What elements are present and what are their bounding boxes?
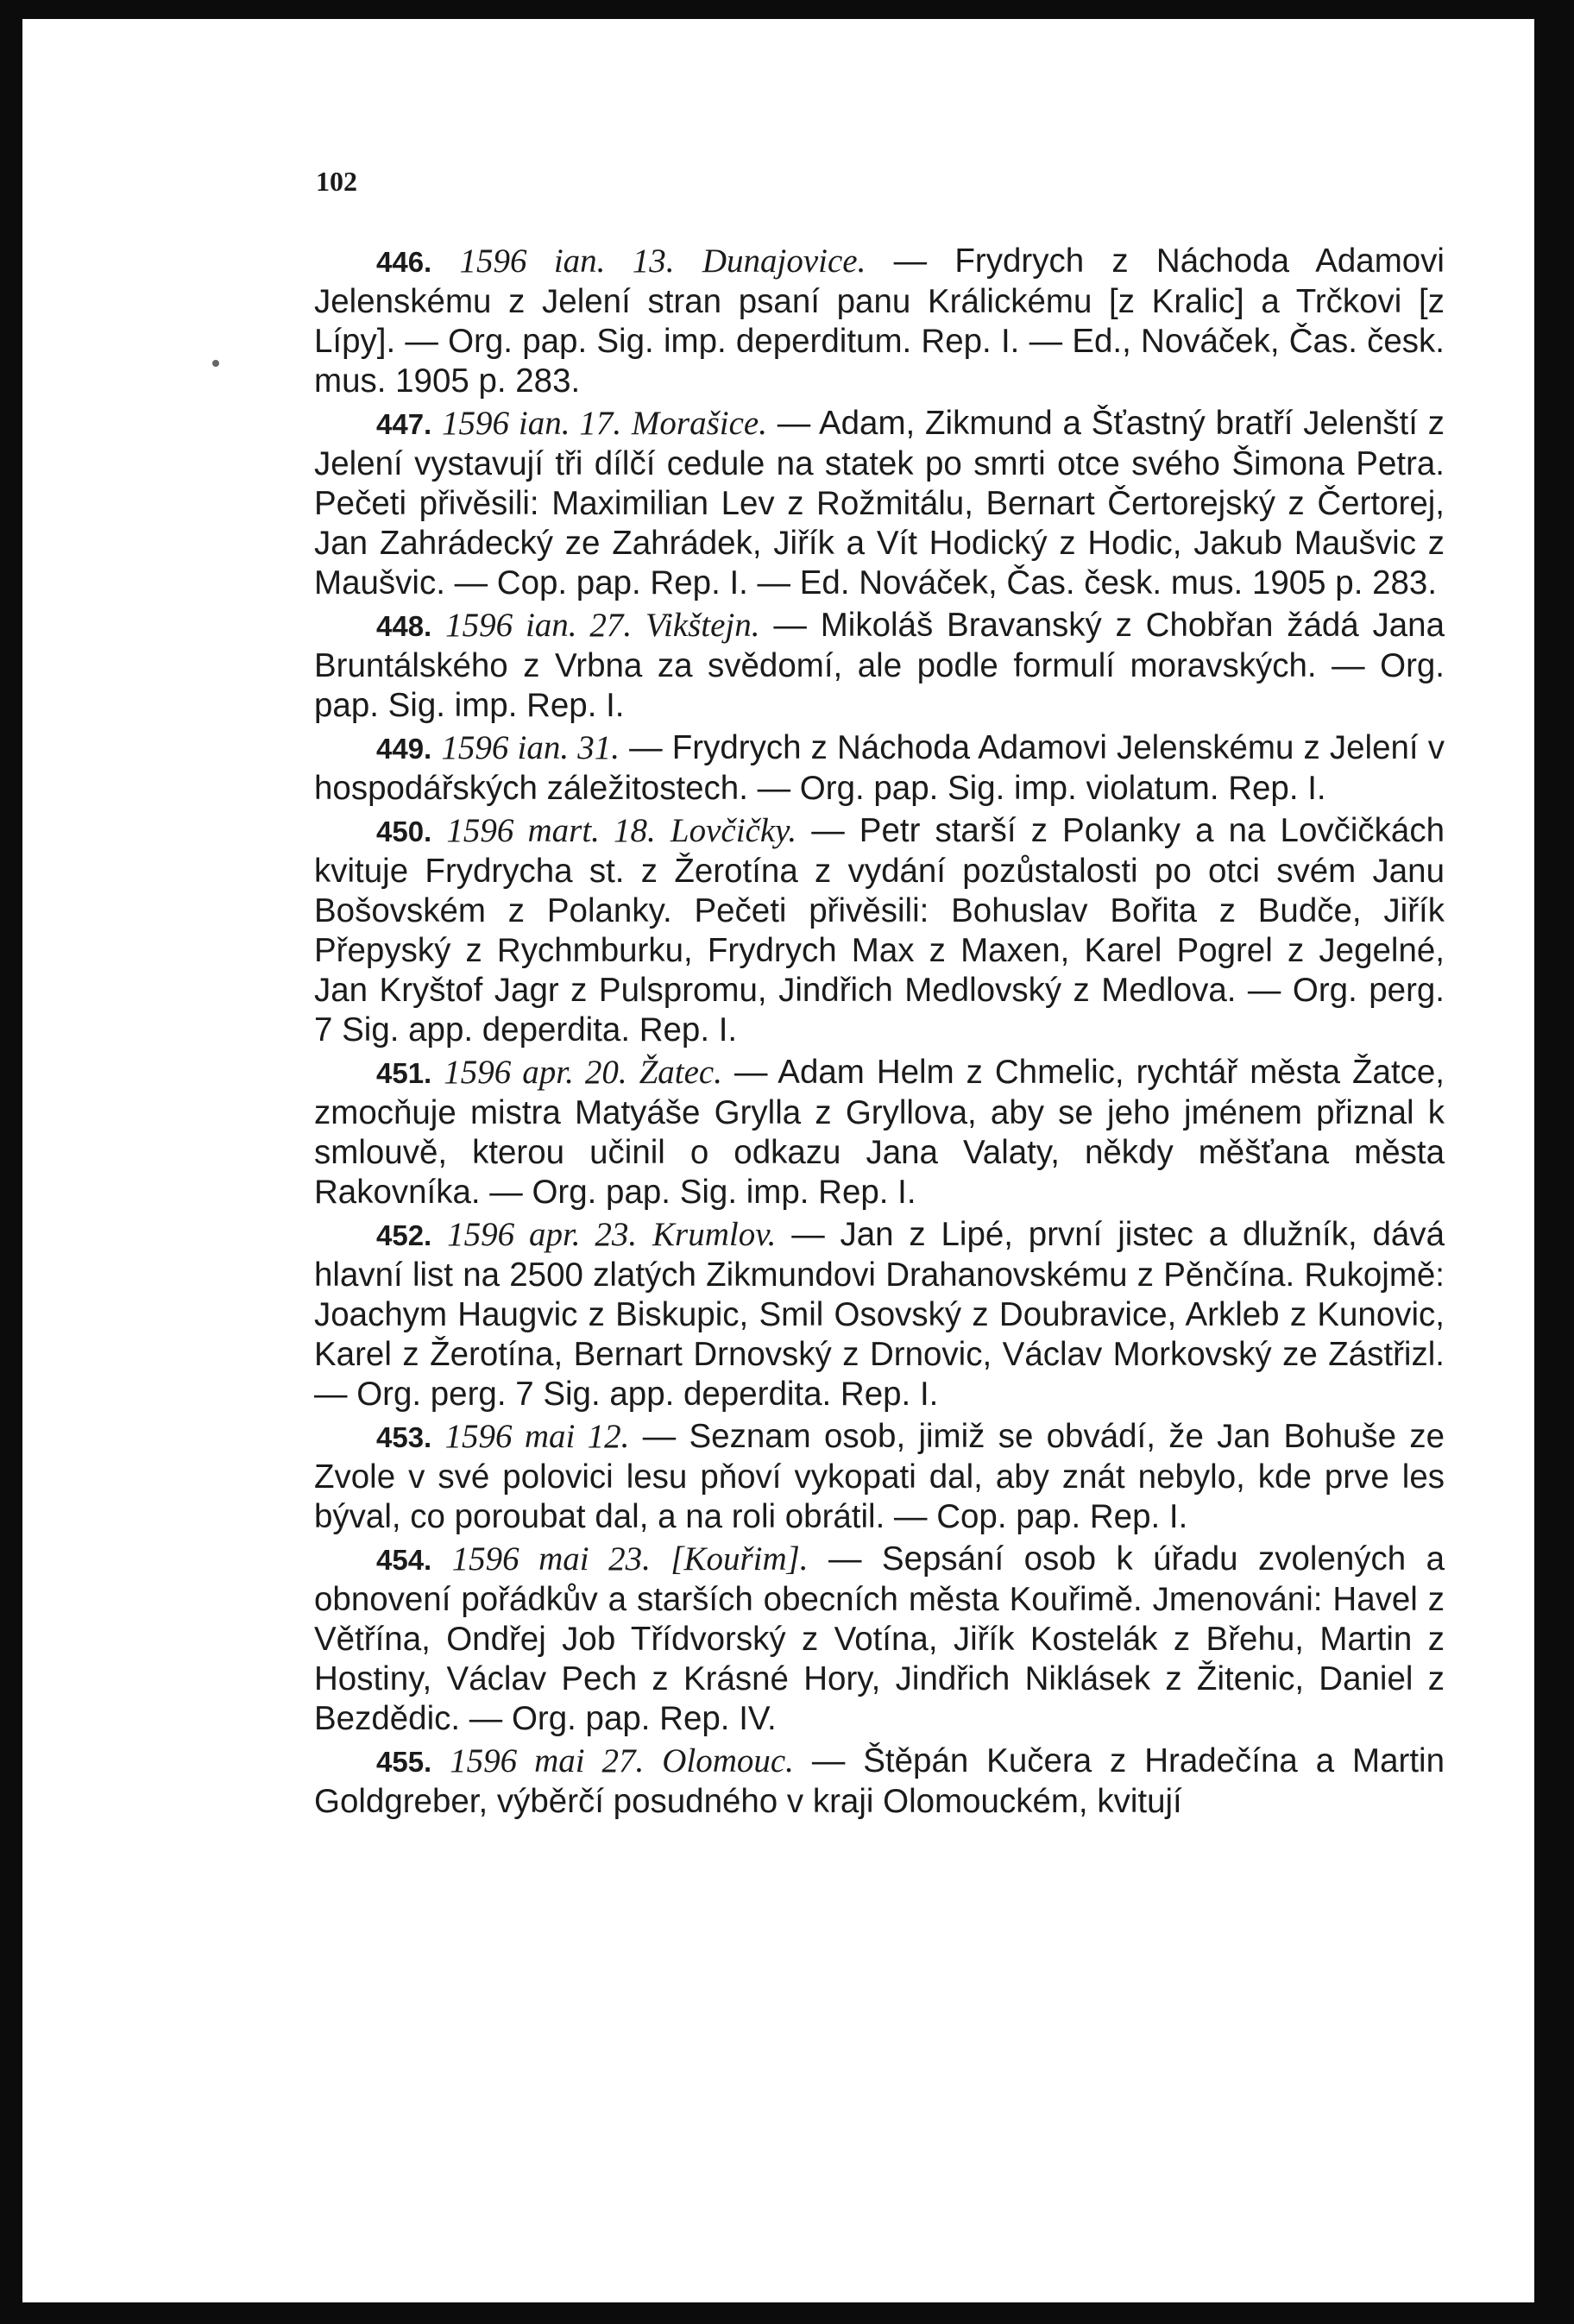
- regesta-text: [314, 242, 1445, 1824]
- entry-448: [314, 606, 1445, 726]
- entry-place: Morašice.: [631, 405, 767, 442]
- entry-451: [314, 1053, 1445, 1212]
- entry-number: 446.: [376, 246, 432, 278]
- entry-446: [314, 242, 1445, 401]
- entry-number: 447.: [376, 408, 432, 440]
- document-page: [22, 19, 1534, 2302]
- entry-place: Žatec.: [639, 1054, 722, 1091]
- entry-text: — Mikoláš Bravanský z Chobřan žádá Jana Bruntálského z Vrbna za svědomí, ale podle formulí moravských. — Org. pap. Sig. imp. Rep. I.: [314, 607, 1445, 724]
- entry-text: — Seznam osob, jimiž se obvádí, že Jan Bohuše ze Zvole v své polovici lesu pňoví vykopati dal, aby znát nebylo, kde prve les býval, co poroubat dal, a na roli obrátil. — Cop. pap. Rep. I.: [314, 1418, 1445, 1535]
- entry-text: — Petr starší z Polanky a na Lovčičkách kvituje Frydrycha st. z Žerotína z vydání pozůstalosti po otci svém Janu Bošovském z Polanky. Pečeti přivěsili: Bohuslav Bořita z Budče, Jiřík Přepyský z Rychmburku, Frydrych Max z Maxen, Karel Pogrel z Jegelné, Jan Kryštof Jagr z Pulspromu, Jindřich Medlovský z Medlova. — Org. perg. 7 Sig. app. deperdita. Rep. I.: [314, 812, 1445, 1049]
- entry-449: [314, 728, 1445, 809]
- entry-number: 450.: [376, 816, 432, 847]
- entry-text: — Frydrych z Náchoda Adamovi Jelenskému z Jelení stran psaní panu Králickému [z Kralic] a Trčkovi [z Lípy]. — Org. pap. Sig. imp. deperditum. Rep. I. — Ed., Nováček, Čas. česk. mus. 1905 p. 283.: [314, 242, 1445, 400]
- entry-date: 1596 ian. 17.: [442, 405, 622, 442]
- entry-447: [314, 404, 1445, 603]
- entry-454: [314, 1540, 1445, 1739]
- entry-date: 1596 mai 23.: [451, 1540, 651, 1578]
- entry-450: [314, 811, 1445, 1050]
- entry-number: 451.: [376, 1057, 432, 1089]
- stray-ink-dot: [212, 360, 219, 367]
- entry-place: [Kouřim].: [671, 1540, 809, 1578]
- entry-place: Krumlov.: [652, 1216, 777, 1253]
- entry-date: 1596 ian. 31.: [441, 729, 620, 766]
- entry-453: [314, 1417, 1445, 1537]
- entry-number: 454.: [376, 1544, 432, 1576]
- entry-text: — Sepsání osob k úřadu zvolených a obnovení pořádkův a starších obecních města Kouřimě. Jmenováni: Havel z Větřína, Ondřej Job Třídvorský z Votína, Jiřík Kostelák z Břehu, Martin z Hostiny, Václav Pech z Krásné Hory, Jindřich Niklásek z Žitenic, Daniel z Bezdědic. — Org. pap. Rep. IV.: [314, 1540, 1445, 1737]
- entry-text: — Frydrych z Náchoda Adamovi Jelenskému z Jelení v hospodářských záležitostech. — Org. pap. Sig. imp. violatum. Rep. I.: [314, 729, 1445, 807]
- entry-number: 449.: [376, 733, 432, 765]
- entry-date: 1596 ian. 27.: [445, 607, 633, 644]
- entry-text: — Jan z Lipé, první jistec a dlužník, dává hlavní list na 2500 zlatých Zikmundovi Drahanovskému z Pěnčína. Rukojmě: Joachym Haugvic z Biskupic, Smil Osovský z Doubravice, Arkleb z Kunovic, Karel z Žerotína, Bernart Drnovský z Drnovic, Václav Morkovský ze Zástřizl. — Org. perg. 7 Sig. app. deperdita. Rep. I.: [314, 1216, 1445, 1413]
- entry-text: — Štěpán Kučera z Hradečína a Martin Goldgreber, výběrčí posudného v kraji Olomouckém, kvitují: [314, 1742, 1445, 1820]
- entry-place: Lovčičky.: [670, 812, 797, 849]
- entry-text: — Adam, Zikmund a Šťastný bratří Jelenští z Jelení vystavují tři dílčí cedule na statek po smrti otce svého Šimona Petra. Pečeti přivěsili: Maximilian Lev z Rožmitálu, Bernart Čertorejský z Čertorej, Jan Zahrádecký ze Zahrádek, Jiřík a Vít Hodický z Hodic, Jakub Maušvic z Maušvic. — Cop. pap. Rep. I. — Ed. Nováček, Čas. česk. mus. 1905 p. 283.: [314, 405, 1445, 601]
- entry-date: 1596 mart. 18.: [446, 812, 656, 849]
- entry-452: [314, 1215, 1445, 1414]
- entry-date: 1596 apr. 20.: [444, 1054, 627, 1091]
- entry-text: — Adam Helm z Chmelic, rychtář města Žatce, zmocňuje mistra Matyáše Grylla z Gryllova, aby se jeho jménem přiznal k smlouvě, kterou učinil o odkazu Jana Valaty, někdy měšťana města Rakovníka. — Org. pap. Sig. imp. Rep. I.: [314, 1054, 1445, 1211]
- entry-date: 1596 apr. 23.: [447, 1216, 638, 1253]
- entry-number: 453.: [376, 1421, 432, 1453]
- entry-place: Dunajovice.: [702, 242, 866, 280]
- entry-date: 1596 mai 12.: [444, 1418, 630, 1455]
- entry-date: 1596 mai 27.: [450, 1742, 645, 1779]
- entry-place: Vikštejn.: [645, 607, 760, 644]
- page-number: 102: [316, 166, 357, 197]
- entry-date: 1596 ian. 13.: [459, 242, 675, 280]
- entry-place: Olomouc.: [662, 1742, 794, 1779]
- entry-number: 452.: [376, 1219, 432, 1251]
- entry-455: [314, 1741, 1445, 1822]
- entry-number: 448.: [376, 610, 432, 642]
- entry-number: 455.: [376, 1746, 432, 1778]
